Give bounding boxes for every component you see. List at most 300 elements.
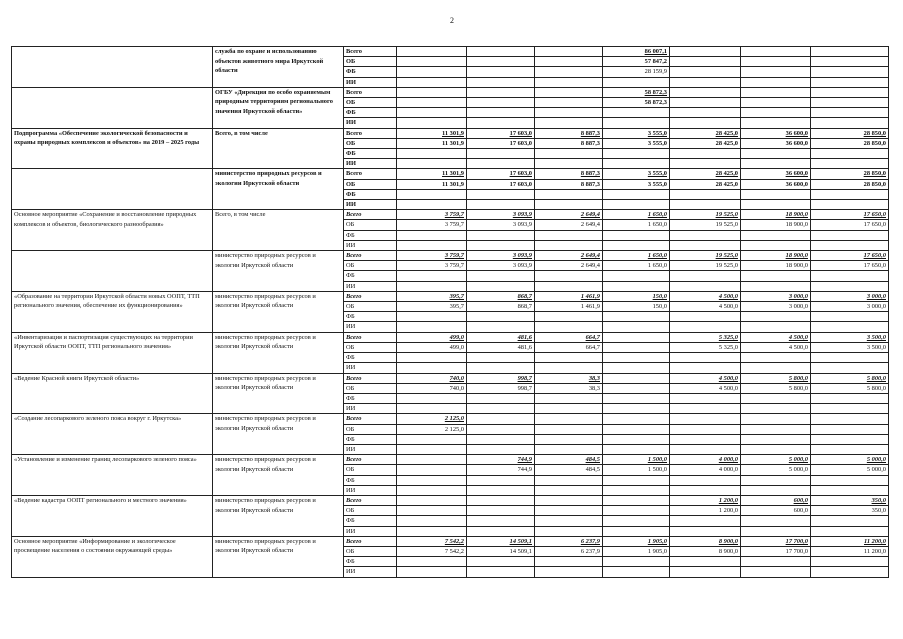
amount-cell: [603, 342, 670, 352]
amount-cell: 18 900,0: [741, 251, 811, 261]
amount-cell: [535, 506, 603, 516]
amount-cell: [741, 149, 811, 159]
amount-cell: [535, 393, 603, 403]
amount-cell: [397, 485, 467, 495]
amount-cell: 350,0: [811, 506, 889, 516]
funding-source-cell: ИИ: [344, 444, 397, 454]
amount-cell: [535, 189, 603, 199]
program-name-cell: [12, 47, 213, 88]
table-row: [12, 87, 889, 97]
amount-cell: [535, 149, 603, 159]
amount-cell: [397, 87, 467, 97]
amount-cell: [741, 393, 811, 403]
amount-cell: 4 000,0: [670, 465, 741, 475]
amount-cell: 86 007,1: [603, 47, 670, 57]
amount-cell: 17 650,0: [811, 261, 889, 271]
funding-source-cell: ФБ: [344, 67, 397, 77]
amount-cell: [467, 47, 535, 57]
amount-cell: 3 555,0: [603, 138, 670, 148]
amount-cell: 17 650,0: [811, 220, 889, 230]
funding-source-cell: Всего: [344, 47, 397, 57]
amount-cell: [397, 57, 467, 67]
amount-cell: [811, 98, 889, 108]
amount-cell: [603, 108, 670, 118]
amount-cell: [603, 495, 670, 505]
amount-cell: 38,3: [535, 373, 603, 383]
amount-cell: [535, 281, 603, 291]
funding-source-cell: Всего: [344, 373, 397, 383]
amount-cell: [811, 557, 889, 567]
executor-cell: министерство природных ресурсов и экологии Иркутской области: [213, 536, 344, 577]
amount-cell: 740,0: [397, 383, 467, 393]
program-name-cell: «Установление и изменение границ лесопаркового зеленого пояса»: [12, 455, 213, 496]
funding-source-cell: ОБ: [344, 383, 397, 393]
amount-cell: [467, 363, 535, 373]
amount-cell: [535, 108, 603, 118]
amount-cell: [670, 567, 741, 577]
amount-cell: 1 461,9: [535, 302, 603, 312]
amount-cell: [811, 200, 889, 210]
funding-source-cell: ФБ: [344, 434, 397, 444]
funding-source-cell: ИИ: [344, 77, 397, 87]
amount-cell: 600,0: [741, 495, 811, 505]
funding-source-cell: Всего: [344, 128, 397, 138]
amount-cell: [741, 475, 811, 485]
amount-cell: [397, 516, 467, 526]
amount-cell: [811, 475, 889, 485]
amount-cell: [670, 414, 741, 424]
amount-cell: [603, 363, 670, 373]
funding-source-cell: Всего: [344, 332, 397, 342]
table-row: [12, 332, 889, 342]
amount-cell: [741, 200, 811, 210]
amount-cell: [397, 108, 467, 118]
amount-cell: [603, 332, 670, 342]
amount-cell: [603, 506, 670, 516]
amount-cell: [397, 393, 467, 403]
amount-cell: 5 800,0: [741, 383, 811, 393]
executor-cell: министерство природных ресурсов и экологии Иркутской области: [213, 414, 344, 455]
amount-cell: [811, 240, 889, 250]
amount-cell: [397, 455, 467, 465]
amount-cell: [467, 353, 535, 363]
program-name-cell: [12, 251, 213, 292]
amount-cell: [741, 159, 811, 169]
amount-cell: [467, 57, 535, 67]
amount-cell: 57 847,2: [603, 57, 670, 67]
amount-cell: [603, 383, 670, 393]
amount-cell: [467, 200, 535, 210]
amount-cell: [467, 108, 535, 118]
program-name-cell: [12, 87, 213, 128]
amount-cell: 18 900,0: [741, 210, 811, 220]
amount-cell: 8 887,3: [535, 169, 603, 179]
amount-cell: [811, 159, 889, 169]
amount-cell: 17 603,0: [467, 169, 535, 179]
amount-cell: [467, 118, 535, 128]
amount-cell: 17 603,0: [467, 138, 535, 148]
amount-cell: 3 759,7: [397, 261, 467, 271]
amount-cell: 3 555,0: [603, 128, 670, 138]
amount-cell: [467, 516, 535, 526]
amount-cell: [670, 118, 741, 128]
amount-cell: [467, 526, 535, 536]
amount-cell: [741, 98, 811, 108]
amount-cell: [467, 567, 535, 577]
amount-cell: 1 905,0: [603, 536, 670, 546]
amount-cell: [467, 434, 535, 444]
amount-cell: [535, 557, 603, 567]
funding-source-cell: ИИ: [344, 567, 397, 577]
amount-cell: [467, 557, 535, 567]
executor-cell: министерство природных ресурсов и экологии Иркутской области: [213, 251, 344, 292]
amount-cell: 395,7: [397, 302, 467, 312]
funding-source-cell: ФБ: [344, 230, 397, 240]
amount-cell: 664,7: [535, 342, 603, 352]
amount-cell: [811, 424, 889, 434]
amount-cell: [741, 189, 811, 199]
amount-cell: [535, 404, 603, 414]
amount-cell: [670, 393, 741, 403]
program-name-cell: Основное мероприятие «Информирование и экологическое просвещение населения о состоянии окружающей среды»: [12, 536, 213, 577]
executor-cell: служба по охране и использованию объектов животного мира Иркутской области: [213, 47, 344, 88]
funding-source-cell: Всего: [344, 169, 397, 179]
amount-cell: [811, 87, 889, 97]
amount-cell: [397, 149, 467, 159]
amount-cell: 28 425,0: [670, 179, 741, 189]
amount-cell: 4 500,0: [670, 373, 741, 383]
program-name-cell: Основное мероприятие «Сохранение и восстановление природных комплексов и объектов, биологического разнообразия»: [12, 210, 213, 251]
amount-cell: [397, 312, 467, 322]
amount-cell: 11 301,9: [397, 179, 467, 189]
amount-cell: [535, 118, 603, 128]
amount-cell: 5 800,0: [741, 373, 811, 383]
amount-cell: 3 555,0: [603, 169, 670, 179]
amount-cell: [603, 424, 670, 434]
amount-cell: [397, 557, 467, 567]
amount-cell: [467, 444, 535, 454]
amount-cell: [811, 149, 889, 159]
funding-source-cell: ФБ: [344, 149, 397, 159]
amount-cell: 5 325,0: [670, 342, 741, 352]
amount-cell: [670, 516, 741, 526]
table-row: [12, 291, 889, 301]
funding-source-cell: ФБ: [344, 475, 397, 485]
amount-cell: 3 093,9: [467, 251, 535, 261]
amount-cell: [811, 108, 889, 118]
amount-cell: 28 425,0: [670, 128, 741, 138]
amount-cell: 3 759,7: [397, 251, 467, 261]
amount-cell: [741, 108, 811, 118]
executor-cell: министерство природных ресурсов и экологии Иркутской области: [213, 455, 344, 496]
amount-cell: [535, 98, 603, 108]
amount-cell: [603, 200, 670, 210]
funding-source-cell: ОБ: [344, 342, 397, 352]
amount-cell: 5 000,0: [741, 465, 811, 475]
amount-cell: [670, 159, 741, 169]
amount-cell: [535, 434, 603, 444]
amount-cell: 36 600,0: [741, 138, 811, 148]
amount-cell: 2 649,4: [535, 251, 603, 261]
amount-cell: [741, 312, 811, 322]
funding-source-cell: ИИ: [344, 159, 397, 169]
funding-source-cell: ОБ: [344, 220, 397, 230]
amount-cell: 499,0: [397, 332, 467, 342]
funding-source-cell: ФБ: [344, 353, 397, 363]
funding-source-cell: ИИ: [344, 485, 397, 495]
amount-cell: 11 301,9: [397, 128, 467, 138]
amount-cell: 1 500,0: [603, 465, 670, 475]
amount-cell: 1 650,0: [603, 220, 670, 230]
amount-cell: 150,0: [603, 291, 670, 301]
amount-cell: [811, 363, 889, 373]
amount-cell: 58 872,3: [603, 98, 670, 108]
table-row: [12, 373, 889, 383]
amount-cell: [670, 404, 741, 414]
amount-cell: [741, 240, 811, 250]
amount-cell: 3 000,0: [741, 291, 811, 301]
amount-cell: 17 603,0: [467, 128, 535, 138]
amount-cell: 5 000,0: [811, 465, 889, 475]
amount-cell: 36 600,0: [741, 179, 811, 189]
amount-cell: [467, 475, 535, 485]
amount-cell: [535, 526, 603, 536]
amount-cell: 998,7: [467, 373, 535, 383]
amount-cell: 19 525,0: [670, 210, 741, 220]
amount-cell: [811, 526, 889, 536]
page-number: 2: [450, 16, 454, 25]
amount-cell: 4 500,0: [670, 291, 741, 301]
amount-cell: [670, 108, 741, 118]
amount-cell: [535, 322, 603, 332]
amount-cell: 5 800,0: [811, 373, 889, 383]
funding-source-cell: ФБ: [344, 393, 397, 403]
amount-cell: [741, 363, 811, 373]
amount-cell: 5 325,0: [670, 332, 741, 342]
amount-cell: [467, 312, 535, 322]
amount-cell: [741, 526, 811, 536]
amount-cell: [397, 404, 467, 414]
amount-cell: [741, 271, 811, 281]
amount-cell: [670, 434, 741, 444]
amount-cell: [535, 47, 603, 57]
amount-cell: [670, 485, 741, 495]
funding-source-cell: ОБ: [344, 138, 397, 148]
amount-cell: [811, 67, 889, 77]
amount-cell: [467, 271, 535, 281]
amount-cell: 350,0: [811, 495, 889, 505]
amount-cell: [603, 414, 670, 424]
amount-cell: 664,7: [535, 332, 603, 342]
amount-cell: [535, 495, 603, 505]
executor-cell: министерство природных ресурсов и экологии Иркутской области: [213, 169, 344, 210]
amount-cell: [603, 485, 670, 495]
amount-cell: [535, 475, 603, 485]
executor-cell: Всего, в том числе: [213, 128, 344, 169]
amount-cell: [741, 434, 811, 444]
amount-cell: 4 500,0: [741, 332, 811, 342]
amount-cell: [811, 118, 889, 128]
funding-source-cell: Всего: [344, 536, 397, 546]
amount-cell: [535, 353, 603, 363]
amount-cell: 1 500,0: [603, 455, 670, 465]
amount-cell: [397, 526, 467, 536]
amount-cell: [397, 230, 467, 240]
amount-cell: 8 887,3: [535, 128, 603, 138]
amount-cell: [741, 118, 811, 128]
amount-cell: [535, 312, 603, 322]
amount-cell: 6 237,9: [535, 546, 603, 556]
amount-cell: [467, 485, 535, 495]
amount-cell: 8 900,0: [670, 546, 741, 556]
amount-cell: [741, 322, 811, 332]
amount-cell: 5 000,0: [741, 455, 811, 465]
amount-cell: 1 905,0: [603, 546, 670, 556]
table-row: [12, 495, 889, 505]
amount-cell: [467, 240, 535, 250]
amount-cell: [467, 189, 535, 199]
amount-cell: [741, 57, 811, 67]
amount-cell: [603, 526, 670, 536]
amount-cell: 11 200,0: [811, 546, 889, 556]
amount-cell: [397, 77, 467, 87]
amount-cell: [670, 353, 741, 363]
amount-cell: [397, 240, 467, 250]
amount-cell: 2 649,4: [535, 220, 603, 230]
funding-source-cell: ОБ: [344, 98, 397, 108]
amount-cell: 17 700,0: [741, 536, 811, 546]
amount-cell: [741, 353, 811, 363]
amount-cell: [811, 281, 889, 291]
amount-cell: [397, 322, 467, 332]
amount-cell: [467, 281, 535, 291]
executor-cell: министерство природных ресурсов и экологии Иркутской области: [213, 373, 344, 414]
amount-cell: [670, 67, 741, 77]
amount-cell: 3 500,0: [811, 342, 889, 352]
amount-cell: [603, 271, 670, 281]
amount-cell: 28 850,0: [811, 128, 889, 138]
funding-source-cell: Всего: [344, 87, 397, 97]
amount-cell: [397, 363, 467, 373]
table-row: [12, 47, 889, 57]
amount-cell: 5 800,0: [811, 383, 889, 393]
amount-cell: 868,7: [467, 302, 535, 312]
amount-cell: [811, 322, 889, 332]
amount-cell: [741, 485, 811, 495]
amount-cell: 3 500,0: [811, 332, 889, 342]
amount-cell: [535, 240, 603, 250]
funding-source-cell: ФБ: [344, 557, 397, 567]
amount-cell: [397, 281, 467, 291]
amount-cell: [535, 230, 603, 240]
amount-cell: [397, 495, 467, 505]
amount-cell: [670, 444, 741, 454]
amount-cell: [467, 98, 535, 108]
amount-cell: [603, 281, 670, 291]
funding-source-cell: ОБ: [344, 57, 397, 67]
amount-cell: [603, 149, 670, 159]
executor-cell: ОГБУ «Дирекция по особо охраняемым природным территориям регионального значения Иркутской области»: [213, 87, 344, 128]
amount-cell: 481,6: [467, 342, 535, 352]
amount-cell: 11 200,0: [811, 536, 889, 546]
amount-cell: 3 093,9: [467, 210, 535, 220]
amount-cell: [670, 271, 741, 281]
amount-cell: [397, 98, 467, 108]
amount-cell: [670, 526, 741, 536]
amount-cell: [535, 57, 603, 67]
funding-source-cell: ФБ: [344, 271, 397, 281]
funding-source-cell: Всего: [344, 210, 397, 220]
amount-cell: [811, 312, 889, 322]
executor-cell: Всего, в том числе: [213, 210, 344, 251]
amount-cell: [397, 118, 467, 128]
budget-table: [11, 46, 889, 578]
amount-cell: 7 542,2: [397, 546, 467, 556]
amount-cell: [670, 230, 741, 240]
amount-cell: 8 887,3: [535, 179, 603, 189]
amount-cell: 744,9: [467, 455, 535, 465]
amount-cell: 484,5: [535, 455, 603, 465]
amount-cell: [811, 434, 889, 444]
amount-cell: 4 500,0: [670, 383, 741, 393]
amount-cell: [397, 159, 467, 169]
amount-cell: 6 237,9: [535, 536, 603, 546]
amount-cell: [811, 271, 889, 281]
amount-cell: [811, 57, 889, 67]
amount-cell: [670, 475, 741, 485]
funding-source-cell: ИИ: [344, 322, 397, 332]
amount-cell: 2 125,0: [397, 424, 467, 434]
amount-cell: 3 759,7: [397, 220, 467, 230]
executor-cell: министерство природных ресурсов и экологии Иркутской области: [213, 332, 344, 373]
amount-cell: [670, 57, 741, 67]
amount-cell: [397, 506, 467, 516]
amount-cell: [811, 353, 889, 363]
amount-cell: [603, 516, 670, 526]
amount-cell: [397, 353, 467, 363]
amount-cell: [397, 465, 467, 475]
amount-cell: [397, 444, 467, 454]
program-name-cell: «Ведение кадастра ООПТ регионального и местного значения»: [12, 495, 213, 536]
amount-cell: [603, 322, 670, 332]
funding-source-cell: Всего: [344, 291, 397, 301]
amount-cell: [467, 424, 535, 434]
amount-cell: 7 542,2: [397, 536, 467, 546]
amount-cell: 395,7: [397, 291, 467, 301]
amount-cell: [535, 363, 603, 373]
table-row: [12, 536, 889, 546]
amount-cell: 5 000,0: [811, 455, 889, 465]
amount-cell: 38,3: [535, 383, 603, 393]
executor-cell: министерство природных ресурсов и экологии Иркутской области: [213, 495, 344, 536]
amount-cell: 1 200,0: [670, 506, 741, 516]
amount-cell: 28 850,0: [811, 179, 889, 189]
amount-cell: 14 509,1: [467, 546, 535, 556]
amount-cell: [670, 557, 741, 567]
funding-source-cell: ФБ: [344, 189, 397, 199]
amount-cell: [670, 87, 741, 97]
amount-cell: 58 872,3: [603, 87, 670, 97]
amount-cell: [811, 47, 889, 57]
amount-cell: 28 425,0: [670, 169, 741, 179]
amount-cell: [741, 47, 811, 57]
amount-cell: 1 650,0: [603, 261, 670, 271]
amount-cell: [811, 444, 889, 454]
amount-cell: [467, 393, 535, 403]
funding-source-cell: Всего: [344, 455, 397, 465]
amount-cell: [741, 77, 811, 87]
amount-cell: [811, 516, 889, 526]
